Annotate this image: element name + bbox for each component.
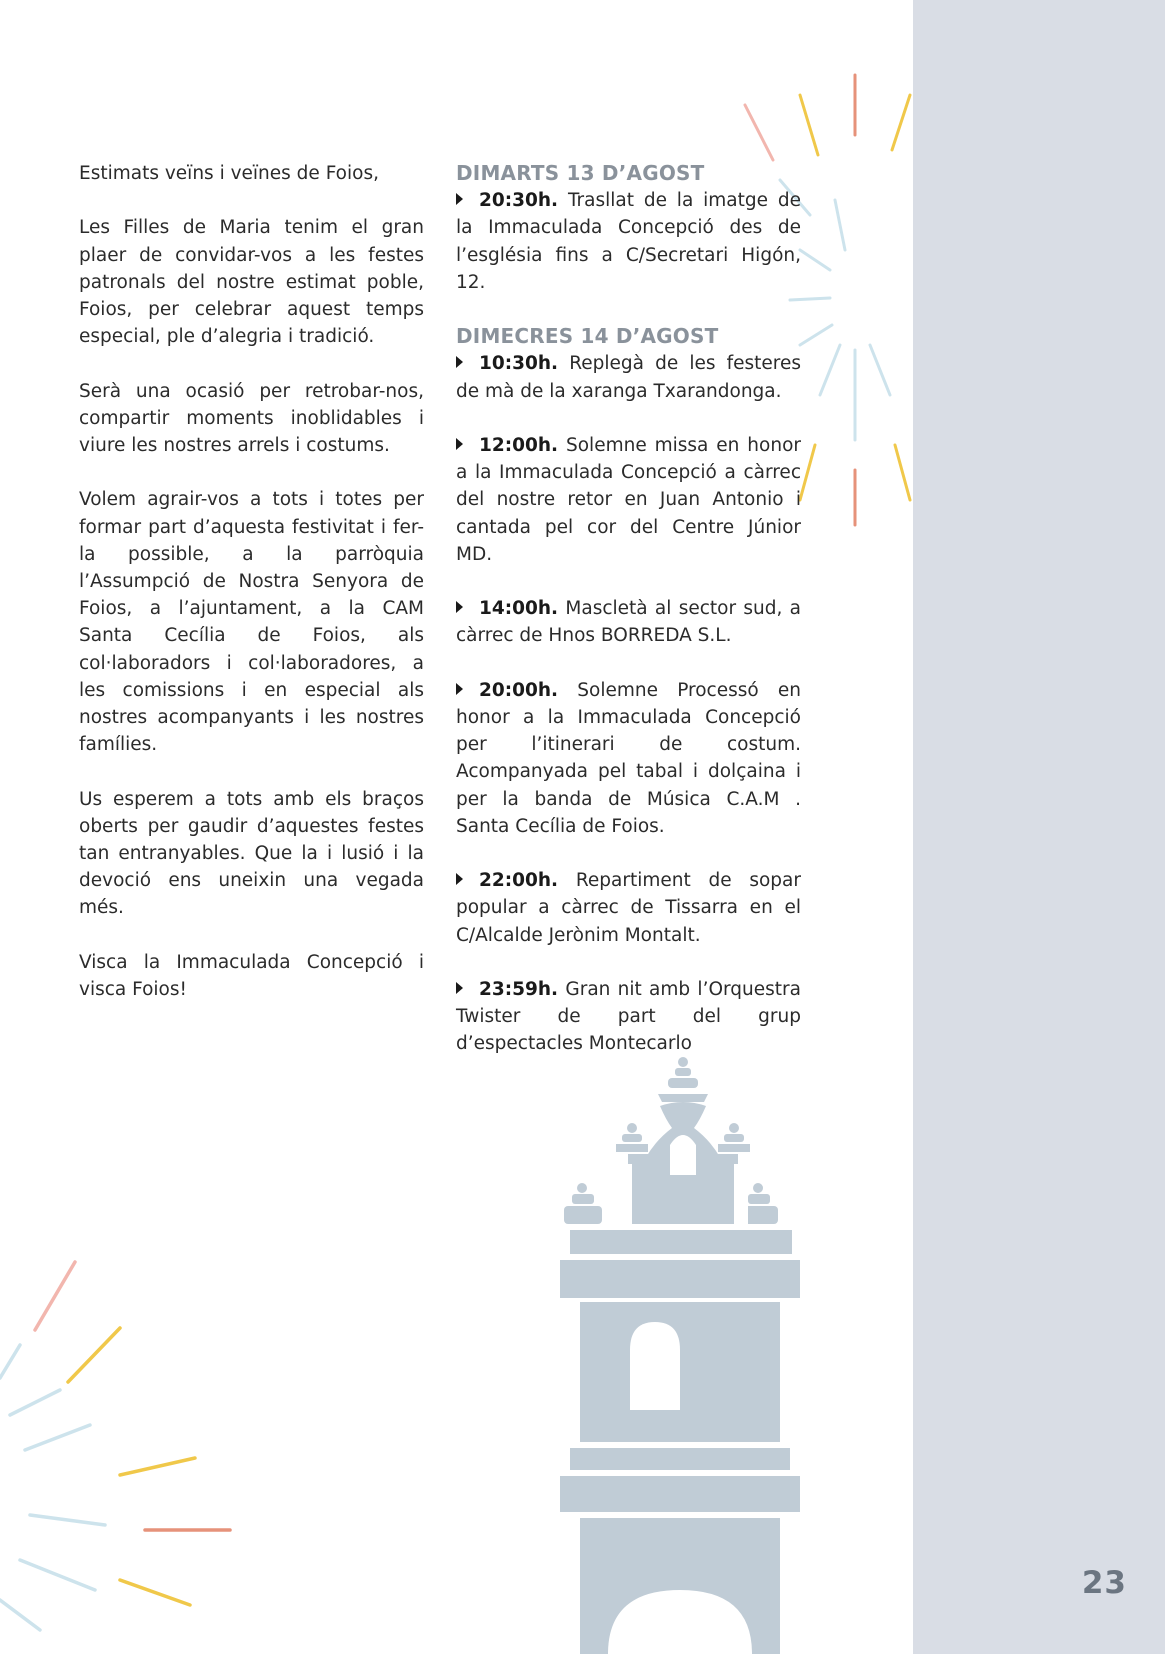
invitation-letter: [79, 160, 424, 1030]
event-time: 22:00h.: [479, 870, 559, 892]
program-event: [456, 976, 801, 1058]
page-number: 23: [1081, 1565, 1127, 1601]
triangle-bullet-icon: [456, 438, 463, 450]
program-event: [456, 432, 801, 568]
day-heading: DIMECRES 14 D’AGOST: [456, 324, 719, 349]
program-event: [456, 595, 801, 649]
event-time: 12:00h.: [479, 435, 559, 456]
festival-program: [456, 160, 801, 1058]
program-event: [456, 677, 801, 840]
day-heading: DIMARTS 13 D’AGOST: [456, 161, 705, 185]
bell-tower-illustration: [560, 1050, 800, 1654]
event-time: 23:59h.: [479, 979, 559, 1000]
event-description: Solemne Processó en honor a la Immaculada Concepció per l’itinerari de costum. Acompanyada pel tabal i dolçaina i per la banda de Música C.A.M . Santa Cecília de Foios.: [456, 679, 801, 837]
triangle-bullet-icon: [456, 982, 463, 994]
letter-paragraph: Les Filles de Maria tenim el gran plaer de convidar-vos a les festes patronals del nostre estimat poble, Foios, per celebrar aquest temps especial, ple d’alegria i tradició.: [79, 217, 424, 348]
program-event: [456, 187, 801, 296]
letter-paragraph: Visca la Immaculada Concepció i visca Foios!: [79, 951, 424, 1001]
program-event: [456, 350, 801, 404]
program-day: [456, 323, 801, 1057]
event-description: Replegà de les festeres de mà de la xaranga Txarandonga.: [456, 353, 801, 402]
letter-paragraph: Volem agrair-vos a tots i totes per formar part d’aquesta festivitat i fer-la possible, a la parròquia l’Assumpció de Nostra Senyora de Foios, a l’ajuntament, a la CAM Santa Cecília de Foios, als col·laboradors i col·laboradores, a les comissions i en especial als nostres acompanyants i les nostres famílies.: [79, 489, 424, 756]
triangle-bullet-icon: [456, 601, 463, 613]
event-description: Trasllat de la imatge de la Immaculada Concepció des de l’església fins a C/Secretari Higón, 12.: [456, 190, 801, 293]
letter-greeting: Estimats veïns i veïnes de Foios,: [79, 163, 379, 184]
triangle-bullet-icon: [456, 193, 463, 205]
event-description: Mascletà al sector sud, a càrrec de Hnos BORREDA S.L.: [456, 598, 801, 647]
triangle-bullet-icon: [456, 356, 463, 368]
letter-paragraph: Serà una ocasió per retrobar-nos, compartir moments inoblidables i viure les nostres arrels i costums.: [79, 380, 424, 456]
event-time: 10:30h.: [479, 353, 559, 375]
event-description: Gran nit amb l’Orquestra Twister de part del grup d’espectacles Montecarlo: [456, 979, 801, 1055]
program-event: [456, 867, 801, 949]
event-time: 14:00h.: [479, 598, 559, 620]
event-time: 20:00h.: [479, 679, 559, 701]
program-day: [456, 160, 801, 296]
triangle-bullet-icon: [456, 683, 463, 695]
letter-paragraph: Us esperem a tots amb els braços oberts per gaudir d’aquestes festes tan entranyables. Que la i lusió i la devoció ens uneixin una vegada més.: [79, 788, 424, 919]
event-description: Repartiment de sopar popular a càrrec de Tissarra en el C/Alcalde Jerònim Montalt.: [456, 870, 801, 946]
triangle-bullet-icon: [456, 873, 463, 885]
event-time: 20:30h.: [479, 190, 559, 212]
event-description: Solemne missa en honor a la Immaculada Concepció a càrrec del nostre retor en Juan Antonio i cantada pel cor del Centre Júnior MD.: [456, 435, 801, 565]
